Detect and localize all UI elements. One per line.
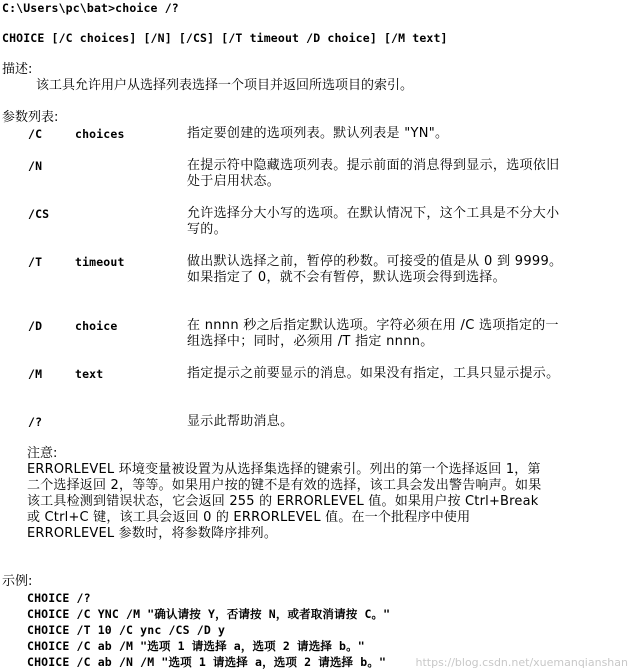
example-line: CHOICE /T 10 /C ync /CS /D y: [27, 623, 226, 637]
param-switch-m: /M: [28, 367, 43, 381]
usage-line: CHOICE [/C choices] [/N] [/CS] [/T timeout /D choice] [/M text]: [2, 31, 448, 45]
description-text: 该工具允许用户从选择列表选择一个项目并返回所选项目的索引。: [36, 78, 414, 93]
examples-heading: 示例:: [2, 574, 33, 589]
param-switch-n: /N: [28, 159, 43, 173]
note-heading: 注意:: [27, 446, 58, 461]
param-desc-m: 指定提示之前要显示的消息。如果没有指定，工具只显示提示。: [187, 366, 560, 381]
param-arg-text: text: [75, 367, 104, 381]
note-text: ERRORLEVEL 环境变量被设置为从选择集选择的键索引。列出的第一个选择返回 1，第二个选择返回 2，等等。如果用户按的键不是有效的选择，该工具会发出警告响声。如果该工具检测到错误状态，它会返回 255 的 ERRORLEVEL 值。如果用户按 Ctrl+Break 或 Ctrl+C 键，该工具会返回 0 的 ERRORLEVEL 值。在一个批程序中使用 ERRORLEVEL 参数时，将参数降序排列。: [27, 462, 542, 541]
example-line: CHOICE /C ab /N /M "选项 1 请选择 a，选项 2 请选择 b。": [27, 655, 387, 669]
param-arg-choice: choice: [75, 319, 118, 333]
param-switch-c: /C: [28, 127, 43, 141]
params-heading: 参数列表:: [2, 110, 59, 125]
description-heading: 描述:: [2, 62, 33, 77]
param-desc-n: 在提示符中隐藏选项列表。提示前面的消息得到显示，选项依旧处于启用状态。: [187, 158, 560, 189]
param-desc-t: 做出默认选择之前，暂停的秒数。可接受的值是从 0 到 9999。如果指定了 0，就不会有暂停，默认选项会得到选择。: [187, 254, 563, 285]
param-arg-timeout: timeout: [75, 255, 125, 269]
param-switch-t: /T: [28, 255, 43, 269]
command-prompt-line: C:\Users\pc\bat>choice /?: [2, 1, 179, 15]
param-switch-d: /D: [28, 319, 43, 333]
param-desc-c: 指定要创建的选项列表。默认列表是 "YN"。: [187, 126, 449, 141]
param-desc-d: 在 nnnn 秒之后指定默认选项。字符必须在用 /C 选项指定的一组选择中；同时，必须用 /T 指定 nnnn。: [187, 318, 559, 349]
param-arg-choices: choices: [75, 127, 125, 141]
example-line: CHOICE /C ab /M "选项 1 请选择 a，选项 2 请选择 b。": [27, 639, 365, 653]
param-switch-cs: /CS: [28, 207, 50, 221]
example-line: CHOICE /?: [27, 591, 91, 605]
param-switch-help: /?: [28, 415, 43, 429]
watermark-url: https://blog.csdn.net/xuemanqianshan: [415, 656, 628, 669]
example-line: CHOICE /C YNC /M "确认请按 Y，否请按 N，或者取消请按 C。": [27, 607, 391, 621]
param-desc-help: 显示此帮助消息。: [187, 414, 294, 429]
param-desc-cs: 允许选择分大小写的选项。在默认情况下，这个工具是不分大小写的。: [187, 206, 560, 237]
